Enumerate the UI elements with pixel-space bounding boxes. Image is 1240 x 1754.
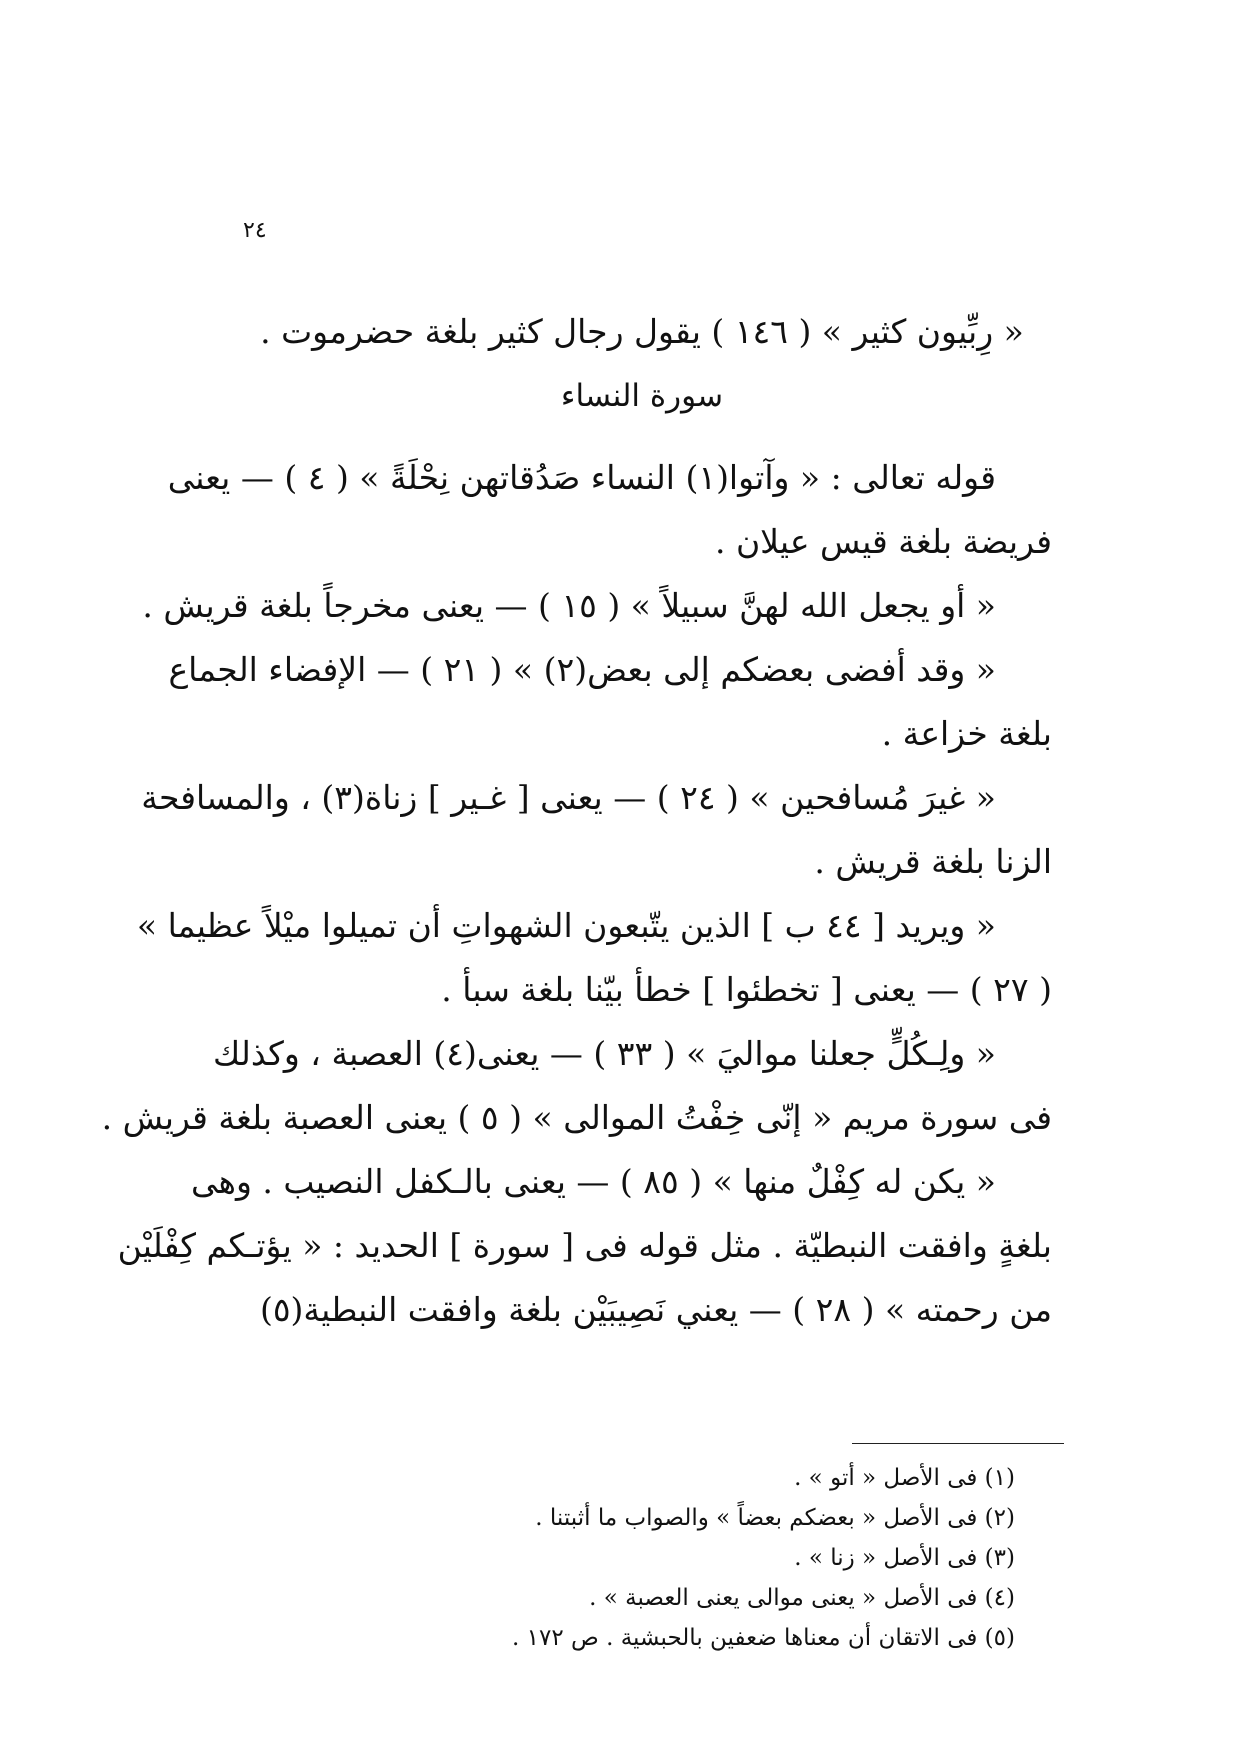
text-line: بلغة خزاعة .: [881, 714, 1052, 753]
surah-title: سورة النساء: [560, 378, 724, 414]
footnote-item: (١) فى الأصل « أتو » .: [794, 1465, 1015, 1491]
text-line: الزنا بلغة قريش .: [814, 842, 1052, 881]
text-line: قوله تعالى : « وآتوا(١) النساء صَدُقاتهن نِحْلَةً » ( ٤ ) — يعنى: [167, 458, 996, 497]
text-line: فريضة بلغة قيس عيلان .: [714, 522, 1052, 561]
text-line: « وقد أفضى بعضكم إلى بعض(٢) » ( ٢١ ) — الإفضاء الجماع: [168, 650, 996, 689]
text-line: من رحمته » ( ٢٨ ) — يعني نَصِيبَيْن بلغة وافقت النبطية(٥): [259, 1290, 1052, 1329]
footnote-divider: [852, 1443, 1064, 1444]
footnote-item: (٥) فى الاتقان أن معناها ضعفين بالحبشية . ص ١٧٢ .: [511, 1625, 1015, 1651]
text-line: « يكن له كِفْلٌ منها » ( ٨٥ ) — يعنى بالـكفل النصيب . وهى: [191, 1162, 996, 1201]
intro-line: « رِبِّيون كثير » ( ١٤٦ ) يقول رجال كثير بلغة حضرموت .: [260, 312, 1024, 351]
main-text: [101, 300, 1052, 1342]
text-line: فى سورة مريم « إنّى خِفْتُ الموالى » ( ٥ ) يعنى العصبة بلغة قريش .: [101, 1098, 1052, 1137]
text-line: « ويريد [ ٤٤ ب ] الذين يتّبعون الشهواتِ أن تميلوا ميْلاً عظيما »: [136, 906, 996, 945]
text-line: ( ٢٧ ) — يعنى [ تخطئوا ] خطأ بيّنا بلغة سبأ .: [441, 970, 1052, 1009]
footnotes: [420, 1458, 1015, 1658]
footnote-item: (٣) فى الأصل « زنا » .: [794, 1545, 1015, 1571]
footnote-item: (٤) فى الأصل « يعنى موالى يعنى العصبة » .: [589, 1585, 1015, 1611]
text-line: « ولِـكُلٍّ جعلنا مواليَ » ( ٣٣ ) — يعنى(٤) العصبة ، وكذلك: [212, 1034, 996, 1073]
text-line: بلغةٍ وافقت النبطيّة . مثل قوله فى [ سورة ] الحديد : « يؤتـكم كِفْلَيْن: [117, 1226, 1052, 1265]
text-line: « أو يجعل الله لهنَّ سبيلاً » ( ١٥ ) — يعنى مخرجاً بلغة قريش .: [142, 586, 996, 625]
body-paragraphs: [101, 446, 1052, 1342]
text-line: « غيرَ مُسافحين » ( ٢٤ ) — يعنى [ غـير ] زناة(٣) ، والمسافحة: [141, 778, 996, 817]
page-number: ٢٤: [243, 218, 267, 243]
footnote-item: (٢) فى الأصل « بعضكم بعضاً » والصواب ما أثبتنا .: [535, 1505, 1015, 1531]
